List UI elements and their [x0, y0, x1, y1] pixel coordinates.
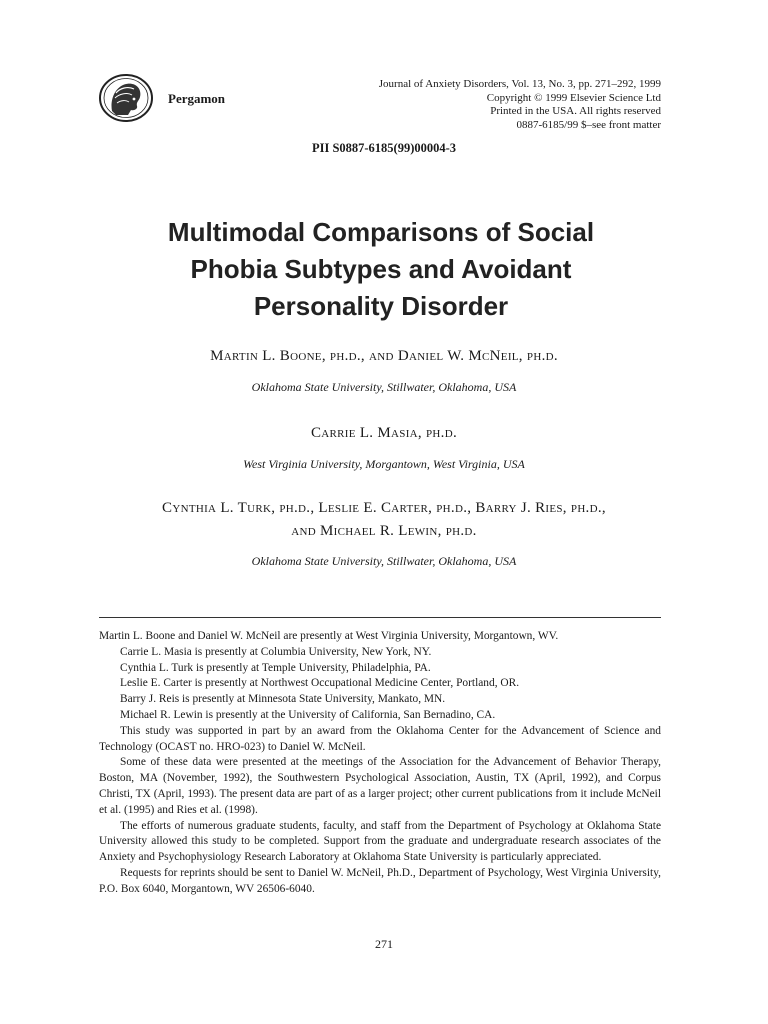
footnote: Michael R. Lewin is presently at the University of California, San Bernadino, CA. — [120, 708, 496, 721]
footnote: Leslie E. Carter is presently at Northwest Occupational Medicine Center, Portland, OR. — [120, 677, 520, 690]
title-line: Multimodal Comparisons of Social — [167, 217, 595, 247]
issn-line: 0887-6185/99 $–see front matter — [516, 118, 661, 131]
pii-identifier: PII S0887-6185(99)00004-3 — [311, 141, 457, 155]
footnote: Carrie L. Masia is presently at Columbia University, New York, NY. — [120, 645, 432, 658]
page-number: 271 — [375, 937, 393, 951]
journal-citation — [379, 78, 661, 132]
author-group-3-line-2: and Michael R. Lewin, ph.d. — [291, 523, 477, 539]
author-footnotes — [99, 629, 661, 898]
footnote: Cynthia L. Turk is presently at Temple University, Philadelphia, PA. — [120, 661, 431, 674]
rights-line: Printed in the USA. All rights reserved — [490, 105, 661, 117]
footnote: The efforts of numerous graduate students, faculty, and staff from the Department of Psychology at Oklahoma State University allowed this study to be completed. Support from the graduate and undergraduate research associates of the Anxiety and Psychophysiology Research Laboratory at Oklahoma State University is particularly appreciated. — [99, 819, 661, 864]
title-line: Personality Disorder — [253, 291, 509, 321]
footnote: This study was supported in part by an award from the Oklahoma Center for the Advancement of Science and Technology (OCAST no. HRO-023) to Daniel W. McNeil. — [99, 724, 661, 753]
affiliation-2: West Virginia University, Morgantown, West Virginia, USA — [243, 457, 525, 471]
affiliation-1: Oklahoma State University, Stillwater, Oklahoma, USA — [251, 380, 517, 394]
copyright-line: Copyright © 1999 Elsevier Science Ltd — [486, 91, 661, 104]
publisher-logo — [98, 73, 154, 123]
author-group-2: Carrie L. Masia, ph.d. — [310, 425, 458, 441]
journal-line: Journal of Anxiety Disorders, Vol. 13, No. 3, pp. 271–292, 1999 — [378, 78, 661, 90]
footnote-divider — [99, 617, 661, 618]
article-title — [100, 214, 662, 325]
footnote: Martin L. Boone and Daniel W. McNeil are presently at West Virginia University, Morgantown, WV. — [99, 630, 559, 642]
footnote: Barry J. Reis is presently at Minnesota State University, Mankato, MN. — [120, 693, 446, 706]
author-group-1: Martin L. Boone, ph.d., and Daniel W. McNeil, ph.d. — [210, 348, 558, 364]
publisher-name: Pergamon — [168, 91, 226, 106]
affiliation-3: Oklahoma State University, Stillwater, Oklahoma, USA — [251, 554, 517, 568]
footnote: Requests for reprints should be sent to Daniel W. McNeil, Ph.D., Department of Psychology, West Virginia University, P.O. Box 6040, Morgantown, WV 26506-6040. — [99, 866, 661, 895]
author-group-3-line-1: Cynthia L. Turk, ph.d., Leslie E. Carter, ph.d., Barry J. Ries, ph.d., — [162, 500, 606, 516]
title-line: Phobia Subtypes and Avoidant — [190, 254, 572, 284]
footnote: Some of these data were presented at the meetings of the Association for the Advancement of Behavior Therapy, Boston, MA (November, 1992), the Southwestern Psychological Association, Austin, TX (April, 1992), and Corpus Christi, TX (April, 1993). The present data are part of as a larger project; other current publications from it include McNeil et al. (1995) and Ries et al. (1998). — [99, 756, 661, 816]
